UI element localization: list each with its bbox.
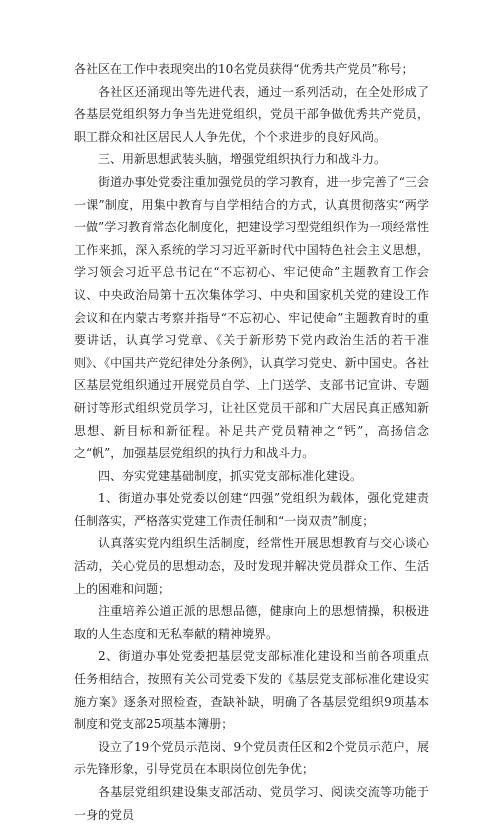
paragraph-4: 1、街道办事处党委以创建“四强”党组织为载体，强化党建责任制落实，严格落实党建工作责任制和“一岗双责”制度；	[74, 491, 429, 528]
section-heading-3: 三、用新思想武装头脑，增强党组织执行力和战斗力。	[98, 152, 387, 167]
paragraph-7: 2、街道办事处党委把基层党支部标准化建设和当前各项重点任务相结合，按照有关公司党委下发的《基层党支部标准化建设实施方案》逐条对照检查，查缺补缺，明确了各基层党组织9项基本制度和党支部25项基本簿册；	[74, 649, 429, 732]
paragraph-2: 各社区还涌现出等先进代表，通过一系列活动，在全处形成了各基层党组织努力争当先进党组织，党员干部争做优秀共产党员，职工群众和社区居民人人争先优，个个求进步的良好风尚。	[74, 84, 429, 144]
paragraph-1: 各社区在工作中表现突出的10名党员获得“优秀共产党员”称号；	[74, 62, 414, 76]
paragraph-5: 认真落实党内组织生活制度，经常性开展思想教育与交心谈心活动，关心党员的思想动态，及时发现并解决党员群众工作、生活上的困难和问题；	[74, 536, 429, 596]
paragraph-8: 设立了19个党员示范岗、9个党员责任区和2个党员示范户，展示先锋形象，引导党员在本职岗位创先争优；	[74, 739, 429, 777]
paragraph-9: 各基层党组织建设集支部活动、党员学习、阅读交流等功能于一身的党员	[74, 785, 429, 822]
document-body	[74, 58, 429, 826]
paragraph-6: 注重培养公道正派的思想品德，健康向上的思想情操，积极进取的人生态度和无私奉献的精神境界。	[74, 604, 429, 641]
section-heading-4: 四、夯实党建基础制度，抓实党支部标准化建设。	[98, 468, 363, 483]
paragraph-3: 街道办事处党委注重加强党员的学习教育，进一步完善了“三会一课”制度，用集中教育与自学相结合的方式，认真贯彻落实“两学一做”学习教育常态化制度化，把建设学习型党组织作为一项经常性工作来抓，深入系统的学习习近平新时代中国特色社会主义思想，学习领会习近平总书记在“不忘初心、牢记使命”主题教育工作会议、中央政治局第十五次集体学习、中央和国家机关党的建设工作会议和在内蒙古考察并指导“不忘初心、牢记使命”主题教育时的重要讲话，认真学习党章、《关于新形势下党内政治生活的若干准则》、《中国共产党纪律处分条例》，认真学习党史、新中国史。各社区基层党组织通过开展党员自学、上门送学、支部书记宣讲、专题研讨等形式组织党员学习，让社区党员干部和广大居民真正感知新思想、新目标和新征程。补足共产党员精神之“钙”，高扬信念之“帆”，加强基层党组织的执行力和战斗力。	[74, 174, 429, 461]
